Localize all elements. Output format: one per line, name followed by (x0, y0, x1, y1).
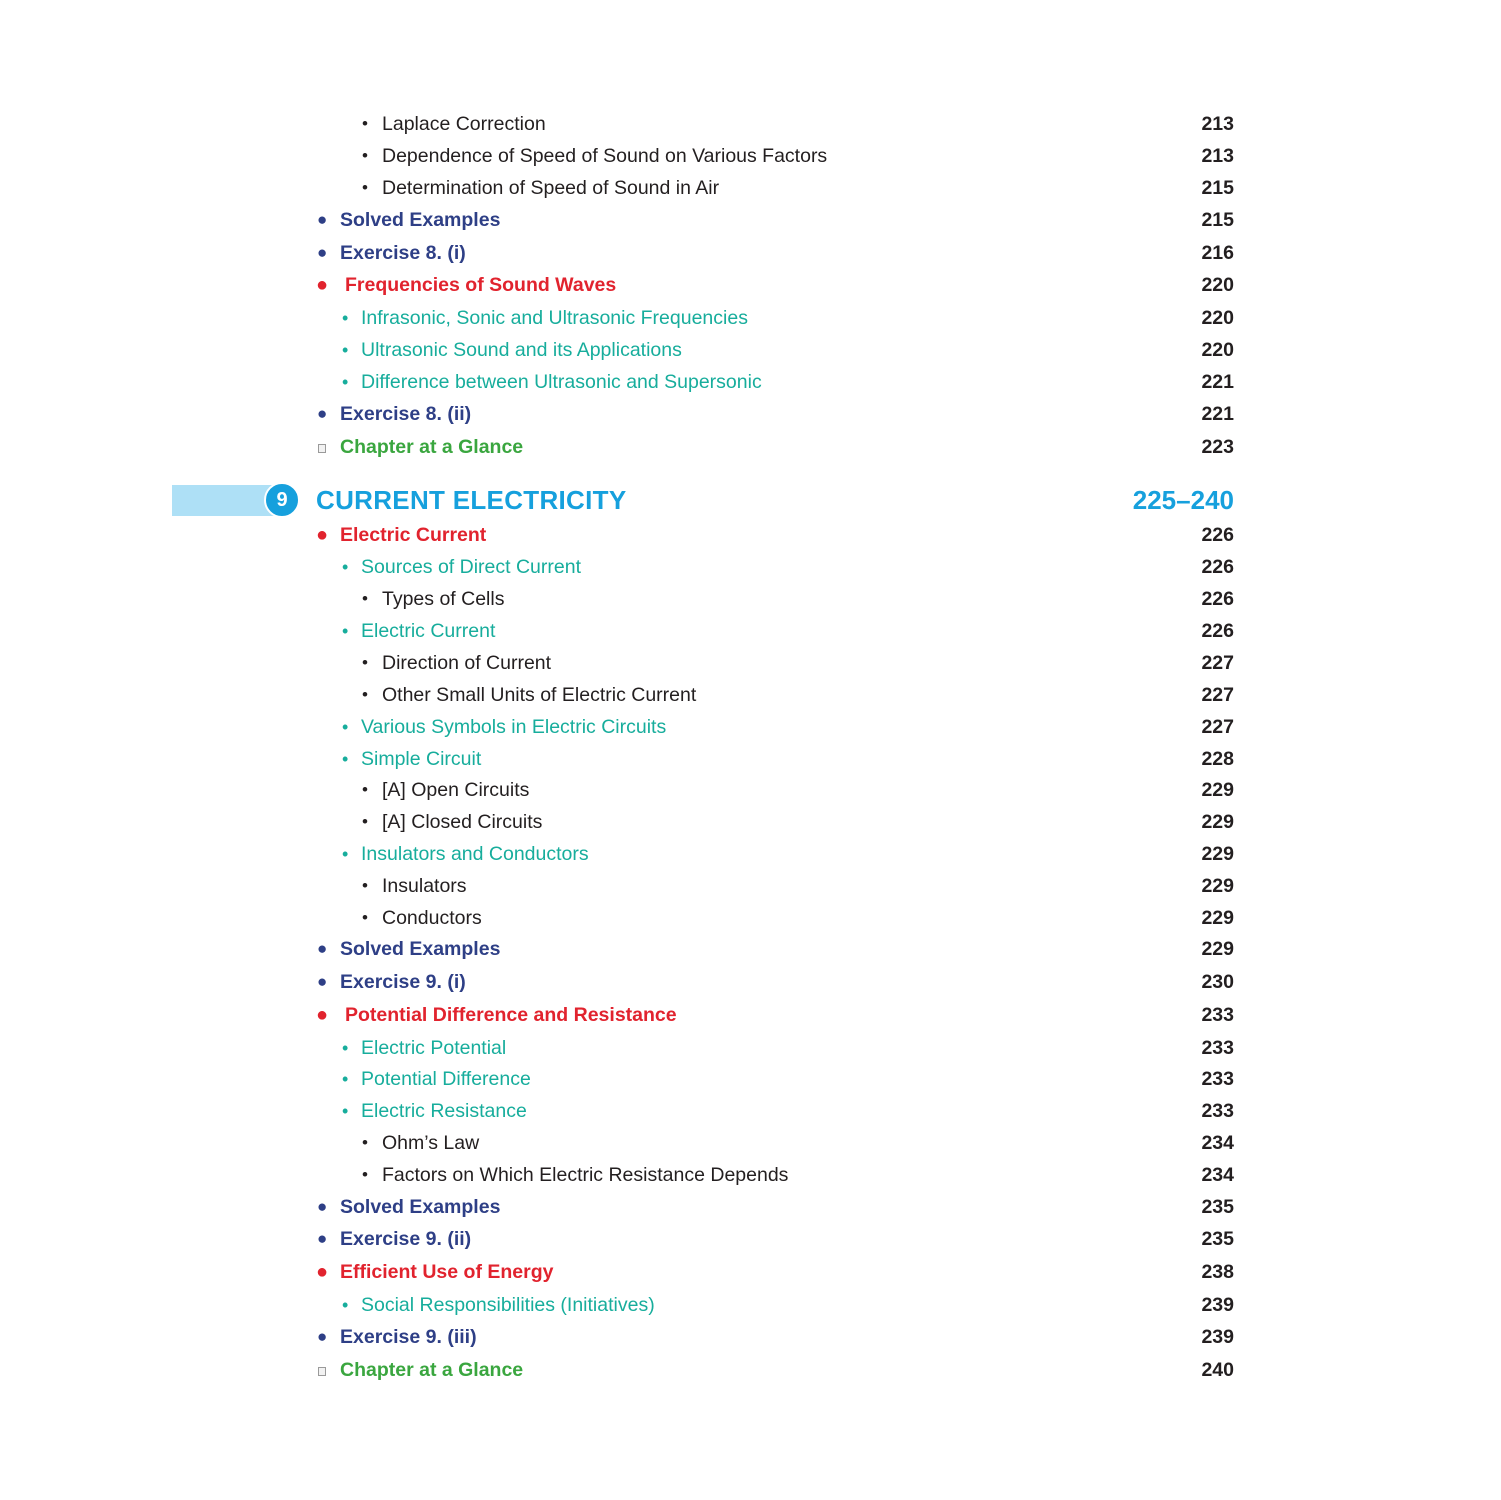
toc-entry[interactable] (0, 999, 1501, 1031)
bullet-icon: • (342, 1038, 349, 1058)
page-number: 226 (1201, 620, 1234, 642)
entry-title: Social Responsibilities (Initiatives) (361, 1294, 655, 1316)
entry-title: [A] Closed Circuits (382, 811, 543, 833)
bullet-icon: • (362, 178, 368, 197)
page-number: 216 (1201, 242, 1234, 264)
page-number: 234 (1201, 1132, 1234, 1154)
glance-box-icon (318, 444, 326, 453)
toc-entry[interactable] (0, 647, 1501, 679)
entry-title: Potential Difference and Resistance (345, 1004, 677, 1026)
page-number: 227 (1201, 684, 1234, 706)
toc-entry[interactable] (0, 1354, 1501, 1386)
page-number: 234 (1201, 1164, 1234, 1186)
entry-title: Insulators and Conductors (361, 843, 589, 865)
page-number: 233 (1201, 1037, 1234, 1059)
bullet-icon: ● (317, 972, 328, 991)
page-number: 213 (1201, 145, 1234, 167)
entry-title: Solved Examples (340, 1196, 501, 1218)
toc-entry[interactable] (0, 366, 1501, 398)
entry-title: [A] Open Circuits (382, 779, 530, 801)
bullet-icon: ● (316, 524, 329, 546)
toc-entry[interactable] (0, 1127, 1501, 1159)
bullet-icon: • (342, 621, 349, 641)
entry-title: Exercise 8. (i) (340, 242, 466, 264)
toc-entry[interactable] (0, 1256, 1501, 1288)
entry-title: Exercise 9. (i) (340, 971, 466, 993)
chapter-title[interactable]: CURRENT ELECTRICITY (316, 485, 627, 515)
page-number: 228 (1201, 748, 1234, 770)
toc-entry[interactable] (0, 398, 1501, 430)
bullet-icon: • (362, 812, 368, 831)
entry-title: Conductors (382, 907, 482, 929)
toc-entry[interactable] (0, 615, 1501, 647)
toc-entry[interactable] (0, 140, 1501, 172)
page-number: 227 (1201, 716, 1234, 738)
toc-entry[interactable] (0, 431, 1501, 463)
page-number: 239 (1201, 1294, 1234, 1316)
toc-entry[interactable] (0, 1191, 1501, 1223)
entry-title: Electric Potential (361, 1037, 507, 1059)
bullet-icon: ● (317, 939, 328, 958)
bullet-icon: • (342, 557, 349, 577)
entry-title: Exercise 9. (iii) (340, 1326, 477, 1348)
entry-title: Types of Cells (382, 588, 505, 610)
bullet-icon: • (342, 308, 349, 328)
page-number: 229 (1201, 875, 1234, 897)
toc-entry[interactable] (0, 774, 1501, 806)
page-number: 235 (1201, 1228, 1234, 1250)
page-number: 220 (1201, 339, 1234, 361)
entry-title: Ohm’s Law (382, 1132, 480, 1154)
entry-title: Solved Examples (340, 209, 501, 231)
page-number: 240 (1201, 1359, 1234, 1381)
entry-title: Direction of Current (382, 652, 552, 674)
bullet-icon: ● (316, 1004, 329, 1026)
entry-title: Insulators (382, 875, 467, 897)
bullet-icon: • (342, 340, 349, 360)
entry-title: Ultrasonic Sound and its Applications (361, 339, 682, 361)
bullet-icon: • (362, 780, 368, 799)
toc-entry[interactable] (0, 334, 1501, 366)
bullet-icon: • (342, 844, 349, 864)
bullet-icon: • (342, 1069, 349, 1089)
toc-entry[interactable] (0, 108, 1501, 140)
toc-entry[interactable] (0, 933, 1501, 965)
page-number: 213 (1201, 113, 1234, 135)
entry-title: Exercise 8. (ii) (340, 403, 472, 425)
bullet-icon: • (342, 372, 349, 392)
toc-entry[interactable] (0, 172, 1501, 204)
page-number: 229 (1201, 811, 1234, 833)
bullet-icon: • (362, 589, 368, 608)
toc-entry[interactable] (0, 1063, 1501, 1095)
bullet-icon: • (342, 717, 349, 737)
bullet-icon: ● (317, 1327, 328, 1346)
toc-entry[interactable] (0, 1223, 1501, 1255)
entry-title: Solved Examples (340, 938, 501, 960)
bullet-icon: ● (317, 1229, 328, 1248)
toc-entry[interactable] (0, 966, 1501, 998)
entry-title: Other Small Units of Electric Current (382, 684, 697, 706)
bullet-icon: ● (317, 210, 328, 229)
bullet-icon: • (362, 653, 368, 672)
page-number: 220 (1201, 274, 1234, 296)
page-number: 215 (1201, 177, 1234, 199)
toc-entry[interactable] (0, 204, 1501, 236)
bullet-icon: • (342, 1295, 349, 1315)
toc-entry[interactable] (0, 269, 1501, 301)
bullet-icon: • (362, 1165, 368, 1184)
entry-title: Potential Difference (361, 1068, 531, 1090)
page-number: 235 (1201, 1196, 1234, 1218)
toc-entry[interactable] (0, 1032, 1501, 1064)
entry-title: Simple Circuit (361, 748, 482, 770)
page-number: 239 (1201, 1326, 1234, 1348)
entry-title: Frequencies of Sound Waves (345, 274, 617, 296)
bullet-icon: • (362, 146, 368, 165)
toc-entry[interactable] (0, 679, 1501, 711)
toc-entry[interactable] (0, 838, 1501, 870)
toc-entry[interactable] (0, 302, 1501, 334)
entry-title: Electric Current (361, 620, 496, 642)
page-number: 226 (1201, 588, 1234, 610)
bullet-icon: • (342, 1101, 349, 1121)
page-number: 233 (1201, 1100, 1234, 1122)
bullet-icon: ● (317, 1197, 328, 1216)
entry-title: Factors on Which Electric Resistance Depends (382, 1164, 789, 1186)
page-number: 238 (1201, 1261, 1234, 1283)
toc-entry[interactable] (0, 237, 1501, 269)
entry-title: Electric Current (340, 524, 487, 546)
entry-title: Difference between Ultrasonic and Supersonic (361, 371, 762, 393)
page-number: 229 (1201, 779, 1234, 801)
page-number: 229 (1201, 938, 1234, 960)
entry-title: Efficient Use of Energy (340, 1261, 554, 1283)
page-number: 233 (1201, 1004, 1234, 1026)
toc-entry[interactable] (0, 711, 1501, 743)
entry-title: Various Symbols in Electric Circuits (361, 716, 667, 738)
entry-title: Chapter at a Glance (340, 436, 524, 458)
page-number: 223 (1201, 436, 1234, 458)
page-number: 230 (1201, 971, 1234, 993)
page-number: 229 (1201, 907, 1234, 929)
toc-entry[interactable] (0, 743, 1501, 775)
page-number: 233 (1201, 1068, 1234, 1090)
page-number: 229 (1201, 843, 1234, 865)
bullet-icon: • (362, 876, 368, 895)
toc-entry[interactable] (0, 1159, 1501, 1191)
toc-entry[interactable] (0, 806, 1501, 838)
page-number: 221 (1201, 371, 1234, 393)
entry-title: Infrasonic, Sonic and Ultrasonic Frequencies (361, 307, 748, 329)
toc-entry[interactable] (0, 551, 1501, 583)
toc-entry[interactable] (0, 902, 1501, 934)
chapter-page-range: 225–240 (1132, 485, 1234, 515)
bullet-icon: ● (316, 274, 329, 296)
toc-entry[interactable] (0, 1321, 1501, 1353)
bullet-icon: • (362, 908, 368, 927)
bullet-icon: ● (316, 1261, 329, 1283)
toc-entry[interactable] (0, 519, 1501, 551)
bullet-icon: • (342, 749, 349, 769)
entry-title: Chapter at a Glance (340, 1359, 524, 1381)
toc-entry[interactable] (0, 870, 1501, 902)
toc-entry[interactable] (0, 583, 1501, 615)
entry-title: Electric Resistance (361, 1100, 527, 1122)
page-number: 221 (1201, 403, 1234, 425)
entry-title: Sources of Direct Current (361, 556, 581, 578)
page-number: 226 (1201, 556, 1234, 578)
toc-entry[interactable] (0, 1289, 1501, 1321)
bullet-icon: ● (317, 404, 328, 423)
bullet-icon: ● (317, 243, 328, 262)
entry-title: Laplace Correction (382, 113, 546, 135)
glance-box-icon (318, 1367, 326, 1376)
bullet-icon: • (362, 114, 368, 133)
chapter-number-badge: 9 (264, 482, 300, 518)
entry-title: Determination of Speed of Sound in Air (382, 177, 720, 199)
page-number: 227 (1201, 652, 1234, 674)
toc-entry[interactable] (0, 1095, 1501, 1127)
bullet-icon: • (362, 1133, 368, 1152)
page-number: 220 (1201, 307, 1234, 329)
bullet-icon: • (362, 685, 368, 704)
page-number: 215 (1201, 209, 1234, 231)
entry-title: Exercise 9. (ii) (340, 1228, 472, 1250)
page-number: 226 (1201, 524, 1234, 546)
entry-title: Dependence of Speed of Sound on Various Factors (382, 145, 828, 167)
